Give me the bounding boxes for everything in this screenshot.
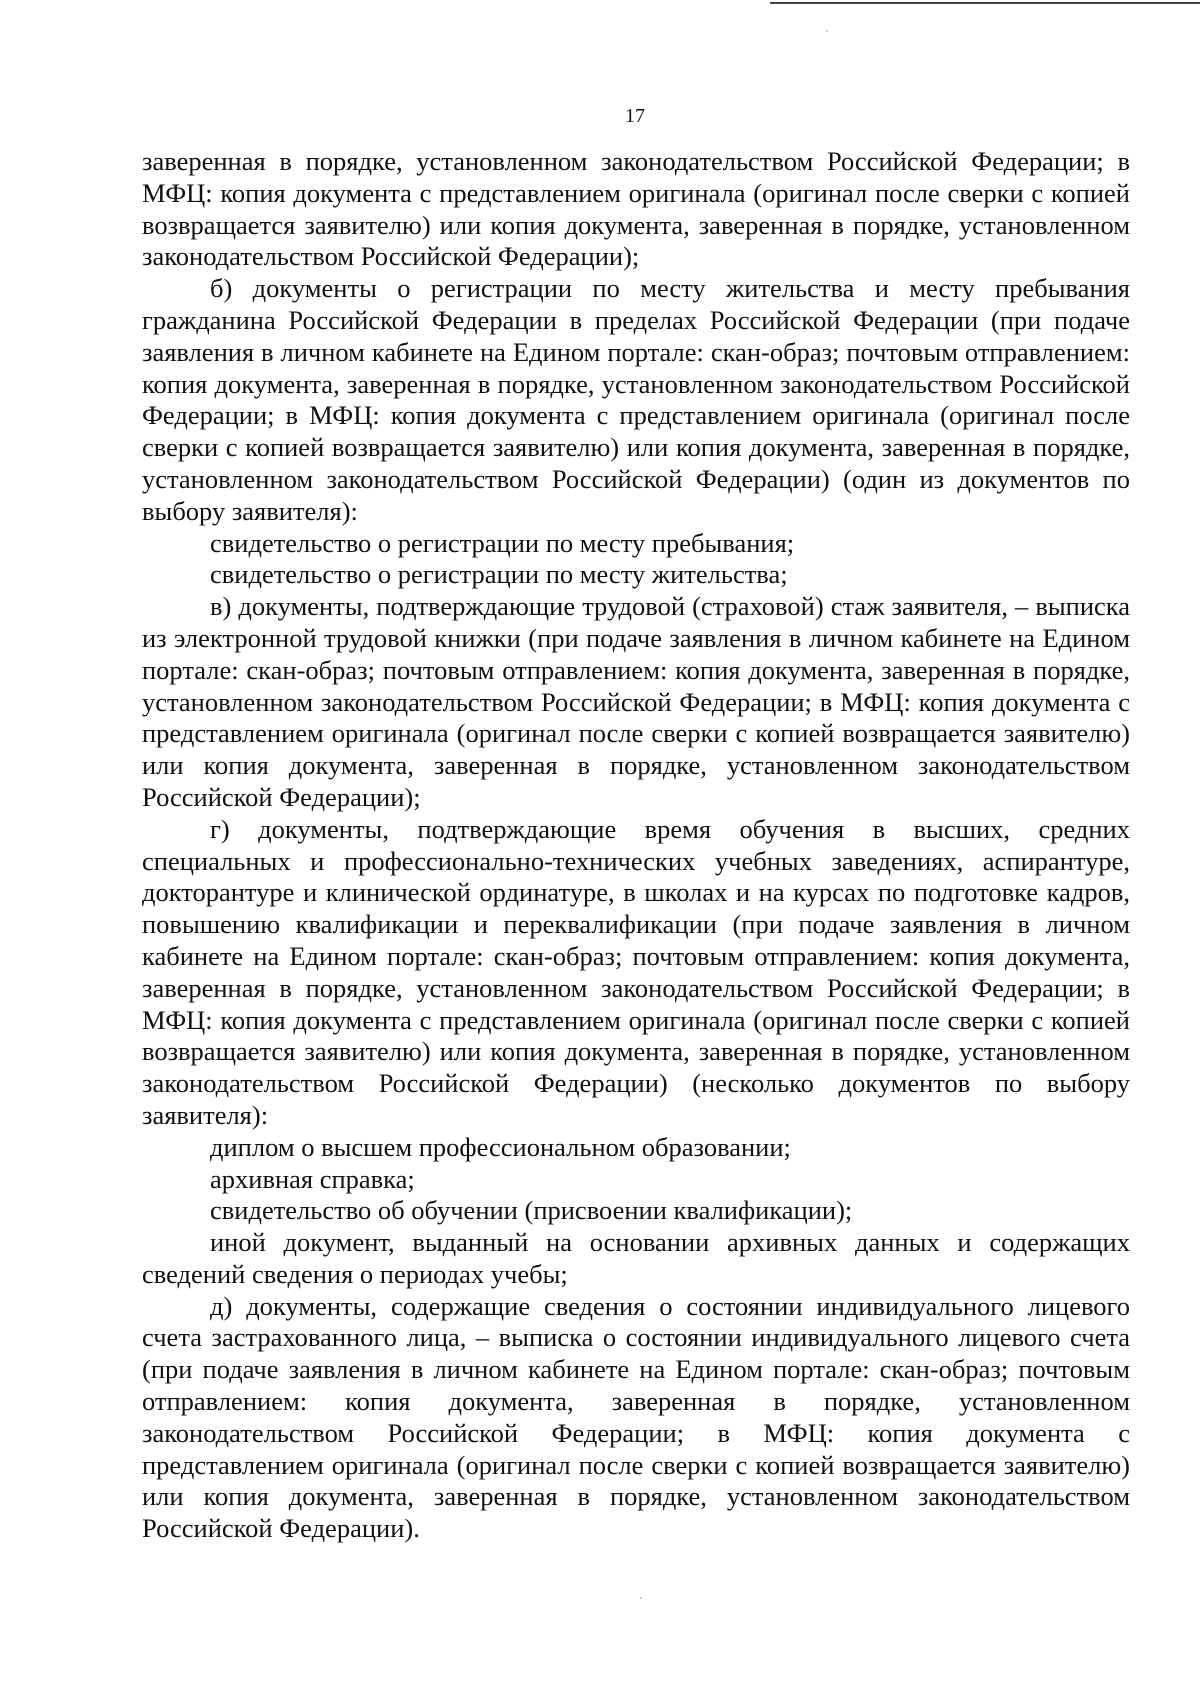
list-item: свидетельство о регистрации по месту пребывания;	[210, 527, 795, 558]
list-item: свидетельство о регистрации по месту жительства;	[210, 559, 788, 590]
scan-speck	[826, 30, 828, 32]
page-number: 17	[625, 105, 645, 127]
paragraph-item-v: в) документы, подтверждающие трудовой (страховой) стаж заявителя, – выписка из электронной трудовой книжки (при подаче заявления в личном кабинете на Едином портале: скан-образ; почтовым отправлением: копия документа, заверенная в порядке, установленном законодательством Российской Федерации; в МФЦ: копия документа с представлением оригинала (оригинал после сверки с копией возвращается заявителю) или копия документа, заверенная в порядке, установленном законодательством Российской Федерации);	[142, 591, 1130, 812]
scan-speck	[640, 1597, 642, 1599]
paragraph-item-d: д) документы, содержащие сведения о состоянии индивидуального лицевого счета застрахованного лица, – выписка о состоянии индивидуального лицевого счета (при подаче заявления в личном кабинете на Едином портале: скан-образ; почтовым отправлением: копия документа, заверенная в порядке, установленном законодательством Российской Федерации; в МФЦ: копия документа с представлением оригинала (оригинал после сверки с копией возвращается заявителю) или копия документа, заверенная в порядке, установленном законодательством Российской Федерации).	[142, 1290, 1130, 1544]
list-item: диплом о высшем профессиональном образовании;	[210, 1131, 791, 1162]
list-item: иной документ, выданный на основании архивных данных и содержащих сведений сведения о периодах учебы;	[142, 1227, 1130, 1289]
paragraph-continuation: заверенная в порядке, установленном законодательством Российской Федерации; в МФЦ: копия документа с представлением оригинала (оригинал после сверки с копией возвращается заявителю) или копия документа, заверенная в порядке, установленном законодательством Российской Федерации);	[142, 146, 1130, 272]
scan-top-rule	[770, 2, 1200, 4]
list-item: свидетельство об обучении (присвоении квалификации);	[210, 1195, 853, 1226]
document-body	[142, 146, 1130, 1545]
list-item: архивная справка;	[210, 1163, 415, 1194]
paragraph-item-b: б) документы о регистрации по месту жительства и месту пребывания гражданина Российской Федерации в пределах Российской Федерации (при подаче заявления в личном кабинете на Едином портале: скан-образ; почтовым отправлением: копия документа, заверенная в порядке, установленном законодательством Российской Федерации; в МФЦ: копия документа с представлением оригинала (оригинал после сверки с копией возвращается заявителю) или копия документа, заверенная в порядке, установленном законодательством Российской Федерации) (один из документов по выбору заявителя):	[142, 273, 1130, 526]
paragraph-item-g: г) документы, подтверждающие время обучения в высших, средних специальных и профессионально-технических учебных заведениях, аспирантуре, докторантуре и клинической ординатуре, в школах и на курсах по подготовке кадров, повышению квалификации и переквалификации (при подаче заявления в личном кабинете на Едином портале: скан-образ; почтовым отправлением: копия документа, заверенная в порядке, установленном законодательством Российской Федерации; в МФЦ: копия документа с представлением оригинала (оригинал после сверки с копией возвращается заявителю) или копия документа, заверенная в порядке, установленном законодательством Российской Федерации) (несколько документов по выбору заявителя):	[142, 813, 1130, 1130]
